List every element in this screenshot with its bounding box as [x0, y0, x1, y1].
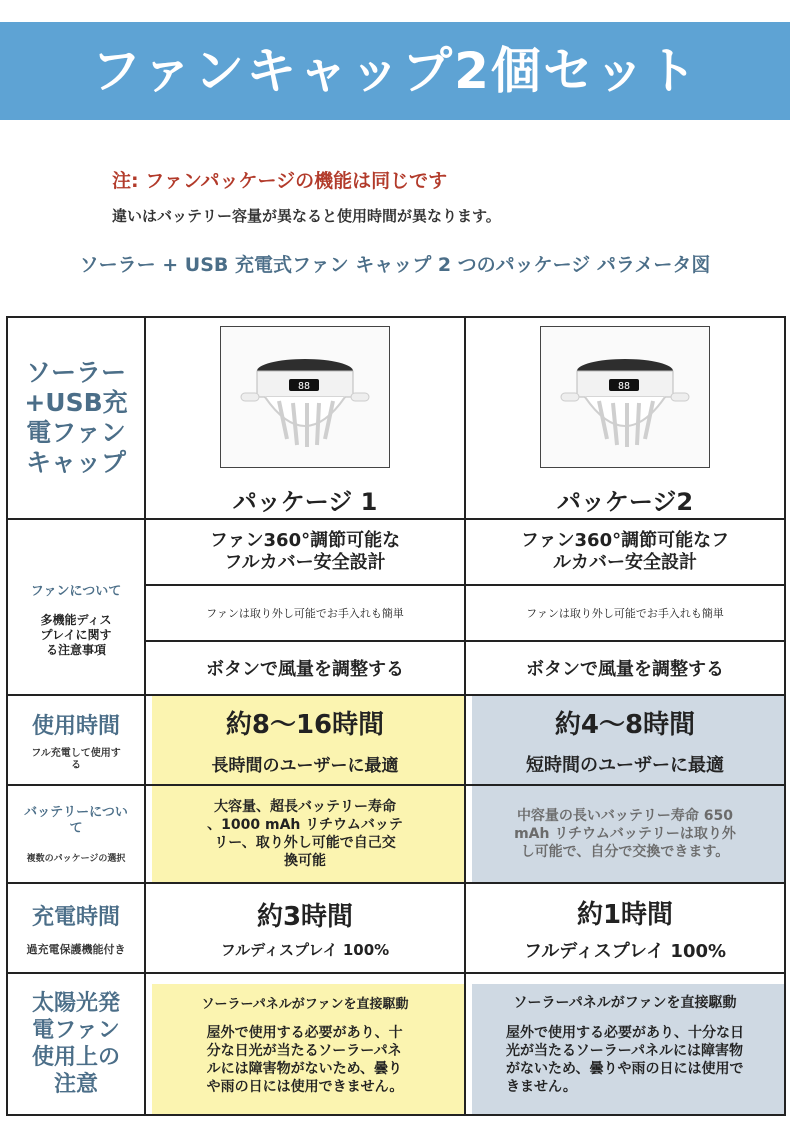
display-readout: 88: [617, 381, 631, 392]
battery-subtitle: 複数のパッケージの選択: [26, 853, 126, 864]
usage-time-subtitle: フル充電して使用す る: [31, 747, 121, 771]
package2-battery-desc: 中容量の長いバッテリー寿命 650 mAh リチウムバッテリーは取り外 し可能で、自分で交換できます。: [514, 808, 736, 860]
package2-fan-feature2: ファンは取り外し可能でお手入れも簡単: [526, 607, 724, 620]
package1-charge-display: フルディスプレイ 100%: [220, 941, 390, 959]
package2-header: [466, 318, 784, 518]
package1-charge: [146, 884, 464, 972]
note-same-function: 注: ファンパッケージの機能は同じです: [112, 170, 448, 192]
charge-time-title: 充電時間: [31, 904, 120, 930]
package1-solar: [146, 974, 464, 1114]
solar-notes-label: 太陽光発 電ファン 使用上の 注意: [31, 991, 120, 1097]
usage-time-title: 使用時間: [31, 713, 120, 739]
fan-section-title: ファンについて: [30, 584, 122, 599]
battery-label: [8, 786, 144, 882]
fan-product-image: [220, 326, 390, 468]
parameter-table: [6, 316, 786, 1116]
note-parameter-chart: ソーラー + USB 充電式ファン キャップ 2 つのパッケージ パラメータ図: [79, 254, 711, 276]
title-banner: ファンキャップ2個セット: [0, 22, 790, 120]
package2-charge-time: 約1時間: [576, 899, 674, 930]
charge-time-subtitle: 過充電保護機能付き: [26, 942, 126, 956]
charge-time-label: [8, 884, 144, 972]
package1-usage: [146, 696, 464, 784]
note-battery-difference: 違いはバッテリー容量が異なると使用時間が異なります。: [112, 207, 501, 225]
package1-header: [146, 318, 464, 518]
package2-charge-display: フルディスプレイ 100%: [523, 940, 727, 962]
package2-fan-feature1: ファン360°調節可能なフ ルカバー安全設計: [520, 530, 730, 573]
package1-usage-hours: 約8～16時間: [225, 710, 385, 740]
package1-fan-feature1: ファン360°調節可能な フルカバー安全設計: [209, 530, 401, 573]
package1-fan-feature2: ファンは取り外し可能でお手入れも簡単: [206, 607, 404, 620]
package1-battery-desc: 大容量、超長バッテリー寿命 、1000 mAh リチウムバッテ リー、取り外し可能で自己交 換可能: [207, 799, 403, 869]
package1-label: パッケージ 1: [232, 488, 378, 516]
battery-title: バッテリーについ て: [24, 804, 128, 836]
fan-section-subtitle: 多機能ディス プレイに関す る注意事項: [40, 613, 112, 657]
package2-fan-feature3: ボタンで風量を調整する: [526, 659, 724, 680]
package1-solar-desc: 屋外で使用する必要があり、十 分な日光が当たるソーラーパネ ルには障害物がないため、曇り や雨の日には使用できません。: [206, 1024, 404, 1095]
package1-usage-desc: 長時間のユーザーに最適: [211, 756, 399, 776]
package2-solar: [466, 974, 784, 1114]
package2-solar-desc: 屋外で使用する必要があり、十分な日 光が当たるソーラーパネルには障害物 がないため、曇りや雨の日には使用で きません。: [506, 1025, 744, 1095]
package1-charge-time: 約3時間: [256, 902, 354, 932]
display-readout: 88: [297, 381, 311, 392]
product-name-label: ソーラー +USB充 電ファン キャップ: [24, 358, 128, 477]
usage-time-label: [8, 696, 144, 784]
package1-fan-feature3: ボタンで風量を調整する: [206, 659, 404, 680]
package2-usage: [466, 696, 784, 784]
package2-label: パッケージ2: [556, 488, 694, 516]
package1-solar-head: ソーラーパネルがファンを直接駆動: [201, 996, 409, 1012]
fan-section-label: [8, 520, 144, 694]
package2-usage-desc: 短時間のユーザーに最適: [526, 754, 724, 776]
fan-product-image: [540, 326, 710, 468]
package2-solar-head: ソーラーパネルがファンを直接駆動: [513, 995, 737, 1011]
package2-usage-hours: 約4～8時間: [554, 709, 696, 740]
package2-charge: [466, 884, 784, 972]
